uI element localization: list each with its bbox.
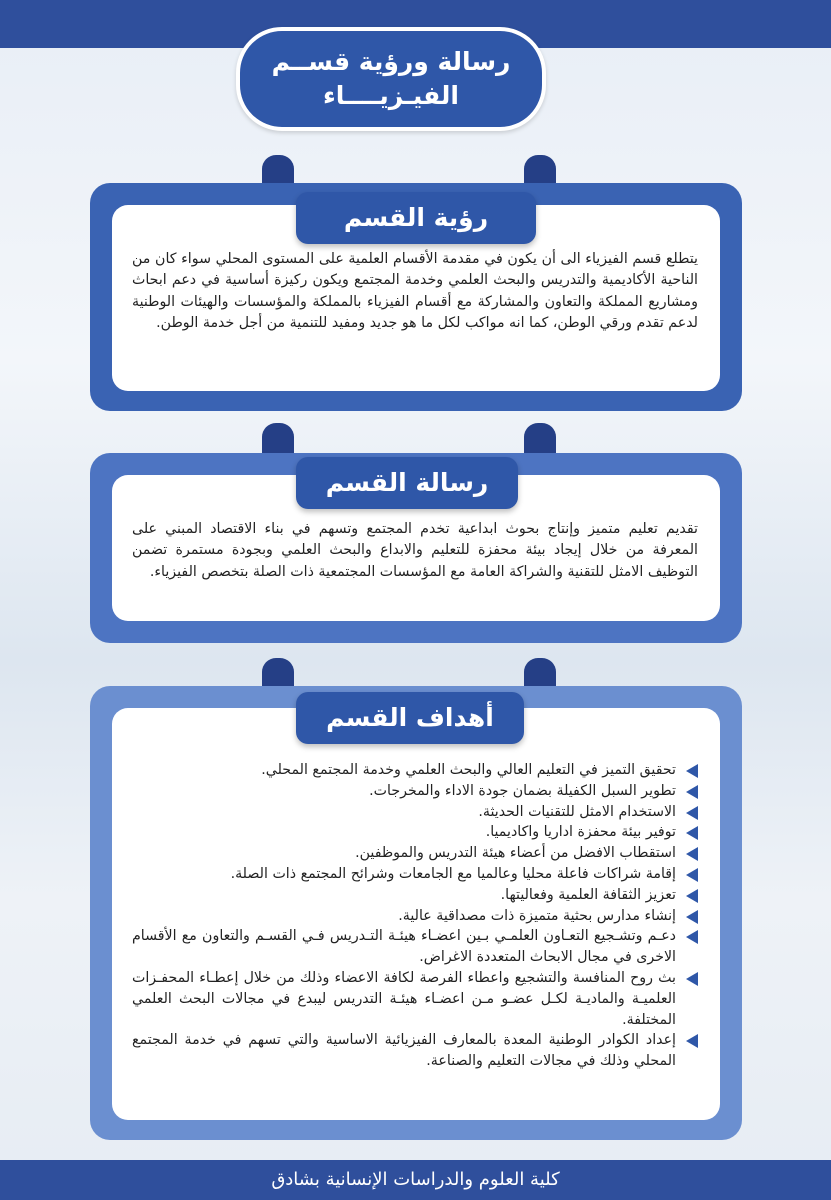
vision-section — [90, 155, 742, 413]
goals-card — [90, 686, 742, 1140]
mission-section — [90, 423, 742, 645]
goals-heading: أهداف القسم — [296, 692, 524, 744]
goal-item: إنشاء مدارس بحثية متميزة ذات مصداقية عالية. — [132, 906, 700, 927]
goals-list — [132, 760, 700, 1072]
vision-text: يتطلع قسم الفيزياء الى أن يكون في مقدمة الأقسام العلمية على المستوى المحلي سواء كان من الناحية الأكاديمية والتدريس والبحث العلمي وخدمة المجتمع ويكون ركيزة أساسية في دعم ابحاث ومشاريع المملكة والتعاون والمشاركة مع أقسام الفيزياء بالمملكة والمؤسسات والهيئات الوطنية لدعم تقدم ورقي الوطن، كما انه مواكب لكل ما هو جديد ومفيد للتنمية من أجل خدمة الوطن. — [132, 251, 698, 331]
bullet-arrow-icon — [686, 785, 698, 799]
goal-item: توفير بيئة محفزة اداريا واكاديميا. — [132, 822, 700, 843]
bullet-arrow-icon — [686, 889, 698, 903]
goal-item: الاستخدام الامثل للتقنيات الحديثة. — [132, 802, 700, 823]
footer-text: كلية العلوم والدراسات الإنسانية بشادق — [271, 1169, 560, 1190]
goal-item: إعداد الكوادر الوطنية المعدة بالمعارف الفيزيائية الاساسية والتي تسهم في خدمة المجتمع المحلي وذلك في مجالات التعليم والصناعة. — [132, 1030, 700, 1072]
bullet-arrow-icon — [686, 910, 698, 924]
goal-item: دعـم وتشـجيع التعـاون العلمـي بـين اعضـاء هيئـة التـدريس فـي القسـم والتعاون مع الأقسام الاخرى في مجال الابحاث المتعددة الاغراض. — [132, 926, 700, 968]
bullet-arrow-icon — [686, 764, 698, 778]
vision-heading: رؤية القسم — [296, 192, 536, 244]
bullet-arrow-icon — [686, 826, 698, 840]
page-title-line1: رسالة ورؤية قســم — [271, 47, 511, 76]
goals-inner — [112, 708, 720, 1120]
bullet-arrow-icon — [686, 806, 698, 820]
bullet-arrow-icon — [686, 930, 698, 944]
bullet-arrow-icon — [686, 972, 698, 986]
goal-item: إقامة شراكات فاعلة محليا وعالميا مع الجامعات وشرائح المجتمع ذات الصلة. — [132, 864, 700, 885]
bullet-arrow-icon — [686, 1034, 698, 1048]
goal-item: تطوير السبل الكفيلة بضمان جودة الاداء والمخرجات. — [132, 781, 700, 802]
mission-text: تقديم تعليم متميز وإنتاج بحوث ابداعية تخدم المجتمع وتسهم في بناء الاقتصاد المبني على المعرفة من خلال إيجاد بيئة محفزة للتعليم والابداع والبحث العلمي وبجودة مستمرة تضمن التوظيف الامثل للتقنية والشراكة العامة مع المؤسسات المجتمعية ذات الصلة بتخصص الفيزياء. — [132, 521, 698, 580]
goal-item: تحقيق التميز في التعليم العالي والبحث العلمي وخدمة المجتمع المحلي. — [132, 760, 700, 781]
goal-item: استقطاب الافضل من أعضاء هيئة التدريس والموظفين. — [132, 843, 700, 864]
goals-section — [90, 658, 742, 1142]
bullet-arrow-icon — [686, 868, 698, 882]
mission-heading: رسالة القسم — [296, 457, 518, 509]
page-title-line2: الفيـزيــــاء — [323, 81, 459, 110]
footer — [0, 1160, 831, 1200]
goal-item: تعزيز الثقافة العلمية وفعاليتها. — [132, 885, 700, 906]
bullet-arrow-icon — [686, 847, 698, 861]
goal-item: بث روح المنافسة والتشجيع واعطاء الفرصة لكافة الاعضاء وذلك من خلال إعطـاء المحفـزات العلميـة والماديـة لكـل عضـو مـن اعضـاء هيئـة التدريس ليبدع في مجالات البحث العلمي المختلفة. — [132, 968, 700, 1030]
page-title — [236, 27, 546, 131]
